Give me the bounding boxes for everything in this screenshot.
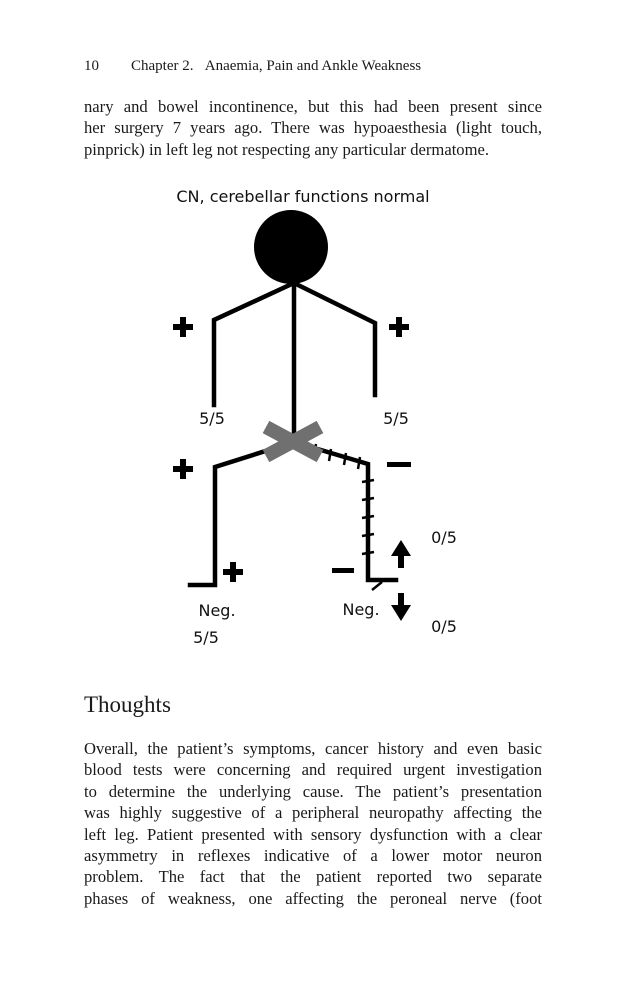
paragraph-line: asymmetry in reflexes indicative of a lower motor neuron xyxy=(84,846,542,866)
arrow-up-icon xyxy=(391,540,411,568)
left-arm-strength: 5/5 xyxy=(383,409,409,428)
paragraph-line: her surgery 7 years ago. There was hypoaesthesia (light touch, xyxy=(84,118,542,138)
paragraph-line: to determine the underlying cause. The patient’s presentation xyxy=(84,781,542,801)
right-plantar-response: Neg. xyxy=(198,601,236,620)
paragraph-line: problem. The fact that the patient reported two separate xyxy=(84,867,542,887)
minus-icon xyxy=(387,462,411,467)
right-arm-strength: 5/5 xyxy=(199,409,225,428)
paragraph-line: left leg. Patient presented with sensory dysfunction with a clear xyxy=(84,824,542,844)
paragraph-line: blood tests were concerning and required urgent investigation xyxy=(84,760,542,780)
left-plantar-response: Neg. xyxy=(342,600,380,619)
paragraph-line: pinprick) in left leg not respecting any particular dermatome. xyxy=(84,139,490,159)
stick-figure-left-arm xyxy=(294,283,375,395)
chapter-title: Anaemia, Pain and Ankle Weakness xyxy=(204,58,422,74)
page-number: 10 xyxy=(84,58,99,74)
stick-figure-right-arm xyxy=(214,283,294,405)
paragraph-line: was highly suggestive of a peripheral neuropathy affecting the xyxy=(84,803,542,823)
plantarflexion-strength: 0/5 xyxy=(431,617,457,636)
dorsiflexion-strength: 0/5 xyxy=(431,528,457,547)
neuro-exam-figure xyxy=(0,180,625,660)
paragraph-line: nary and bowel incontinence, but this had been present since xyxy=(84,97,542,116)
stick-figure-head xyxy=(254,210,328,284)
section-heading: Thoughts xyxy=(84,692,171,717)
plus-icon xyxy=(389,317,409,337)
arrow-down-icon xyxy=(391,593,411,621)
stick-figure-right-leg xyxy=(190,442,294,585)
paragraph-line: Overall, the patient’s symptoms, cancer history and even basic xyxy=(84,739,542,758)
paragraph-1 xyxy=(84,96,542,160)
figure-caption: CN, cerebellar functions normal xyxy=(176,187,430,206)
paragraph-2 xyxy=(84,738,542,909)
plus-icon xyxy=(223,562,243,582)
minus-icon xyxy=(332,568,354,573)
right-leg-strength: 5/5 xyxy=(193,628,219,647)
chapter-label: Chapter 2. xyxy=(131,58,194,74)
running-head xyxy=(84,58,421,75)
paragraph-line: phases of weakness, one affecting the peroneal nerve (foot xyxy=(84,888,542,908)
plus-icon xyxy=(173,459,193,479)
plus-icon xyxy=(173,317,193,337)
